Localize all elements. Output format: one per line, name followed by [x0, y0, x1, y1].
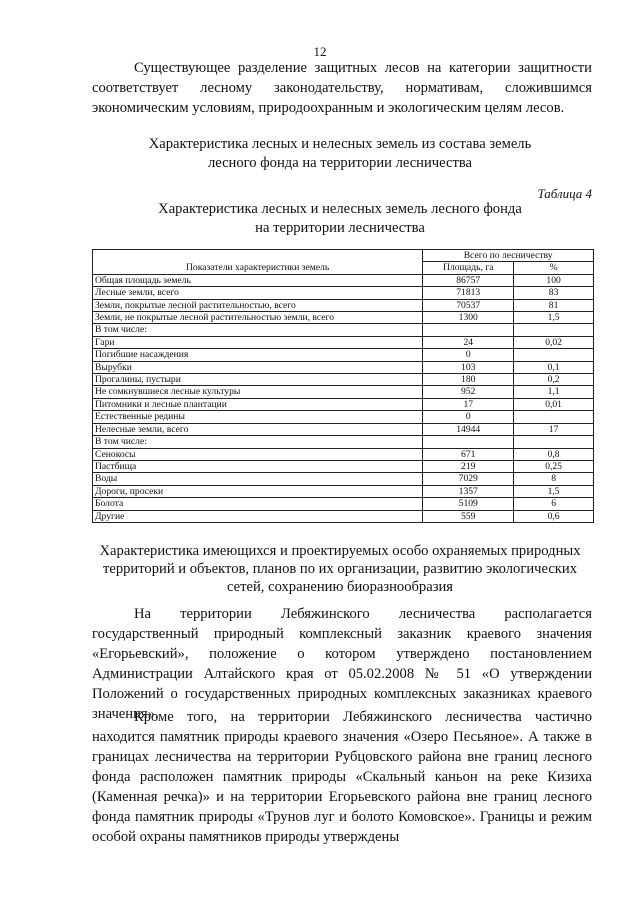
table-row — [93, 398, 594, 410]
row-percent: 0,1 — [514, 361, 594, 373]
row-area — [423, 324, 514, 336]
row-area: 180 — [423, 374, 514, 386]
table-row — [93, 485, 594, 497]
table-row — [93, 448, 594, 460]
row-percent: 1,5 — [514, 312, 594, 324]
row-label: Другие — [93, 510, 423, 522]
row-area: 70537 — [423, 299, 514, 311]
header-area: Площадь, га — [423, 262, 514, 274]
row-percent — [514, 411, 594, 423]
table-row — [93, 336, 594, 348]
table-title — [80, 200, 600, 238]
row-label: Дороги, просеки — [93, 485, 423, 497]
section2-heading — [80, 542, 600, 596]
row-label: Не сомкнувшиеся лесные культуры — [93, 386, 423, 398]
table-row — [93, 498, 594, 510]
row-area: 14944 — [423, 423, 514, 435]
table-row — [93, 312, 594, 324]
row-label: Общая площадь земель — [93, 274, 423, 286]
row-percent: 0,2 — [514, 374, 594, 386]
row-percent: 0,8 — [514, 448, 594, 460]
row-percent — [514, 436, 594, 448]
row-label: Вырубки — [93, 361, 423, 373]
section1-heading — [80, 135, 600, 173]
row-percent: 83 — [514, 287, 594, 299]
section2-heading-line: территорий и объектов, планов по их организации, развитию экологических — [102, 561, 577, 577]
row-area: 0 — [423, 349, 514, 361]
row-area: 7029 — [423, 473, 514, 485]
header-percent: % — [514, 262, 594, 274]
row-percent: 1,5 — [514, 485, 594, 497]
row-area: 671 — [423, 448, 514, 460]
row-area: 1357 — [423, 485, 514, 497]
table-label: Таблица 4 — [537, 186, 592, 201]
row-label: Воды — [93, 473, 423, 485]
row-label: Сенокосы — [93, 448, 423, 460]
row-area: 86757 — [423, 274, 514, 286]
header-group: Всего по лесничеству — [423, 250, 594, 262]
row-label: Питомники и лесные плантации — [93, 398, 423, 410]
table-row — [93, 423, 594, 435]
table-row — [93, 374, 594, 386]
row-percent: 6 — [514, 498, 594, 510]
row-percent: 1,1 — [514, 386, 594, 398]
table-row — [93, 287, 594, 299]
row-area — [423, 436, 514, 448]
row-area: 71813 — [423, 287, 514, 299]
row-percent — [514, 349, 594, 361]
header-indicator: Показатели характеристики земель — [93, 250, 423, 275]
row-label: Земли, покрытые лесной растительностью, всего — [93, 299, 423, 311]
table-header-row — [93, 250, 594, 262]
table-row — [93, 510, 594, 522]
row-percent: 17 — [514, 423, 594, 435]
row-label: Лесные земли, всего — [93, 287, 423, 299]
table-title-line: Характеристика лесных и нелесных земель лесного фонда — [158, 201, 522, 217]
row-area: 0 — [423, 411, 514, 423]
row-area: 952 — [423, 386, 514, 398]
row-percent: 0,25 — [514, 460, 594, 472]
section1-heading-line: лесного фонда на территории лесничества — [207, 155, 473, 171]
table-row — [93, 299, 594, 311]
row-label: Естественные редины — [93, 411, 423, 423]
table-row — [93, 473, 594, 485]
paragraph-monuments: Кроме того, на территории Лебяжинского лесничества частично находится памятник природы краевого значения «Озеро Песьяное». А также в границах лесничества на территории Рубцовского района вне границ лесного фонда расположен памятник природы «Скальный каньон на реке Кизиха (Каменная речка)» и на территории Егорьевского района вне границ лесного фонда памятник природы «Трунов луг и болото Комовское». Границы и режим особой охраны памятников природы утверждены — [92, 709, 592, 845]
row-percent: 0,01 — [514, 398, 594, 410]
table-row — [93, 386, 594, 398]
table-row — [93, 324, 594, 336]
table-row — [93, 349, 594, 361]
page-number: 12 — [313, 44, 327, 59]
row-label: В том числе: — [93, 436, 423, 448]
section1-heading-line: Характеристика лесных и нелесных земель из состава земель — [148, 136, 532, 152]
table-row — [93, 274, 594, 286]
row-label: Земли, не покрытые лесной растительностью земли, всего — [93, 312, 423, 324]
row-area: 559 — [423, 510, 514, 522]
row-percent: 0,02 — [514, 336, 594, 348]
row-label: Болота — [93, 498, 423, 510]
row-area: 24 — [423, 336, 514, 348]
row-label: Погибшие насаждения — [93, 349, 423, 361]
row-percent: 100 — [514, 274, 594, 286]
row-label: Гари — [93, 336, 423, 348]
row-area: 103 — [423, 361, 514, 373]
paragraph-zakaznik: На территории Лебяжинского лесничества располагается государственный природный комплексный заказник краевого значения «Егорьевский», положение о котором утверждено постановлением Администрации Алтайского края от 05.02.2008 № 51 «О утверждении Положений о государственных природных комплексных заказниках краевого значения». — [92, 606, 592, 722]
row-area: 1300 — [423, 312, 514, 324]
row-label: Пастбища — [93, 460, 423, 472]
table-row — [93, 436, 594, 448]
row-label: Прогалины, пустыри — [93, 374, 423, 386]
row-percent: 0,6 — [514, 510, 594, 522]
table-row — [93, 411, 594, 423]
row-area: 5109 — [423, 498, 514, 510]
row-percent: 81 — [514, 299, 594, 311]
section2-heading-line: сетей, сохранению биоразнообразия — [227, 579, 453, 595]
row-percent — [514, 324, 594, 336]
table-row — [93, 460, 594, 472]
table-row — [93, 361, 594, 373]
table-title-line: на территории лесничества — [255, 220, 425, 236]
row-label: Нелесные земли, всего — [93, 423, 423, 435]
intro-paragraph: Существующее разделение защитных лесов на категории защитности соответствует лесному законодательству, нормативам, сложившимся экономическим условиям, природоохранным и экологическим целям лесов. — [92, 60, 592, 116]
row-area: 17 — [423, 398, 514, 410]
land-table — [92, 249, 594, 523]
row-percent: 8 — [514, 473, 594, 485]
section2-heading-line: Характеристика имеющихся и проектируемых особо охраняемых природных — [99, 543, 581, 559]
row-area: 219 — [423, 460, 514, 472]
row-label: В том числе: — [93, 324, 423, 336]
